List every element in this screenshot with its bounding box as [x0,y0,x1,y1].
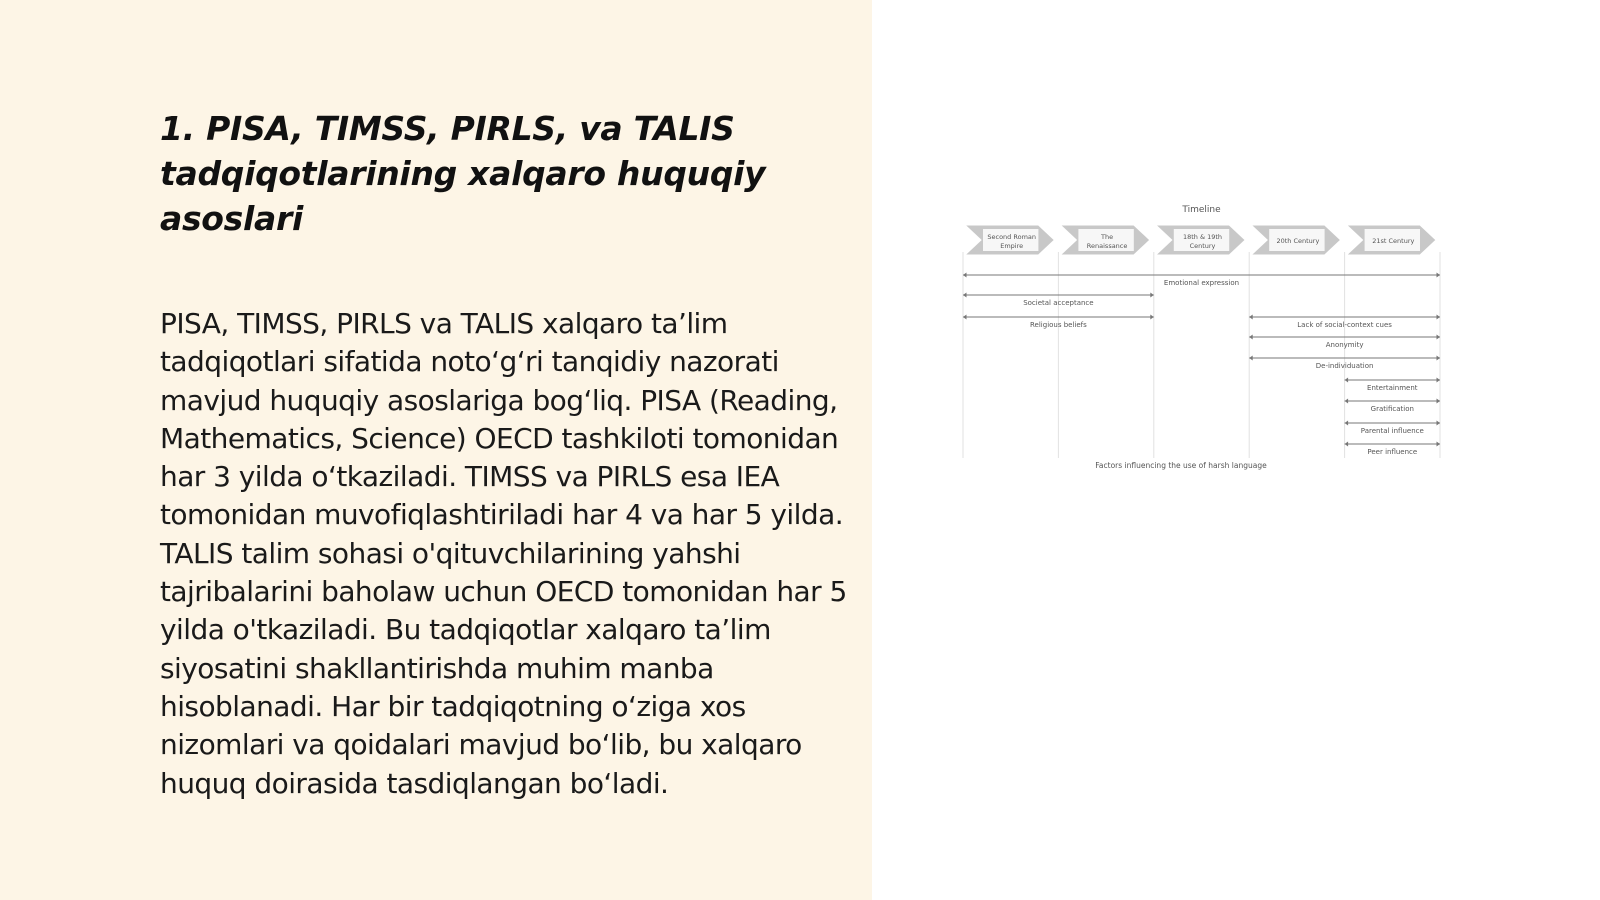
factor-arrowhead [1345,442,1349,447]
timeline-diagram [955,200,1445,490]
factor-arrowhead [1345,421,1349,426]
era-label: Century [1189,242,1216,250]
factor-arrowhead [1437,378,1441,383]
factor-arrowhead [1437,399,1441,404]
factor-arrowhead [963,315,967,320]
timeline-svg [955,200,1445,490]
factor-label: De-individuation [1315,362,1374,370]
factor-label: Societal acceptance [1023,299,1094,307]
era-label: The [1101,233,1114,241]
factor-arrowhead [1345,378,1349,383]
factor-arrowhead [1437,356,1441,361]
factor-arrowhead [1249,335,1253,340]
factor-arrowhead [963,293,967,298]
era-label: 20th Century [1276,237,1320,245]
factor-label: Religious beliefs [1030,321,1087,329]
era-label: Second Roman [987,233,1037,241]
factor-label: Gratification [1370,405,1414,413]
factor-label: Parental influence [1360,427,1424,435]
era-label: 21st Century [1372,237,1415,245]
factor-arrowhead [1437,273,1441,278]
era-label: Renaissance [1086,242,1128,250]
timeline-caption: Factors influencing the use of harsh language [1095,461,1267,470]
slide-title: 1. PISA, TIMSS, PIRLS, va TALIS tadqiqotlarining xalqaro huquqiy asoslari [160,109,766,238]
factor-arrowhead [1437,421,1441,426]
factor-arrowhead [1437,442,1441,447]
timeline-title: Timeline [1182,205,1221,215]
factor-arrowhead [1345,399,1349,404]
factor-arrowhead [1249,315,1253,320]
factor-arrowhead [963,273,967,278]
factor-label: Peer influence [1367,448,1418,456]
factor-label: Lack of social-context cues [1297,321,1392,329]
era-label: 18th & 19th [1182,233,1223,241]
factor-label: Entertainment [1367,384,1418,392]
factor-arrowhead [1437,335,1441,340]
factor-label: Anonymity [1325,341,1364,349]
factor-arrowhead [1150,315,1154,320]
factor-arrowhead [1249,356,1253,361]
slide-body-text: PISA, TIMSS, PIRLS va TALIS xalqaro ta’lim tadqiqotlari sifatida noto‘g‘ri tanqidiy nazorati mavjud huquqiy asoslariga bog‘liq. PISA (Reading, Mathematics, Science) OECD tashkiloti tomonidan har 3 yilda o‘tkaziladi. TIMSS va PIRLS esa IEA tomonidan muvofiqlashtiriladi har 4 va har 5 yilda. TALIS talim sohasi o'qituvchilarining yahshi tajribalarini baholaw uchun OECD tomonidan har 5 yilda o'tkaziladi. Bu tadqiqotlar xalqaro ta’lim siyosatini shakllantirishda muhim manba hisoblanadi. Har bir tadqiqotning o‘ziga xos nizomlari va qoidalari mavjud bo‘lib, bu xalqaro huquq doirasida tasdiqlangan bo‘ladi. [160,307,847,800]
era-label: Empire [1000,242,1024,250]
factor-arrowhead [1150,293,1154,298]
factor-arrowhead [1437,315,1441,320]
factor-label: Emotional expression [1163,279,1240,287]
